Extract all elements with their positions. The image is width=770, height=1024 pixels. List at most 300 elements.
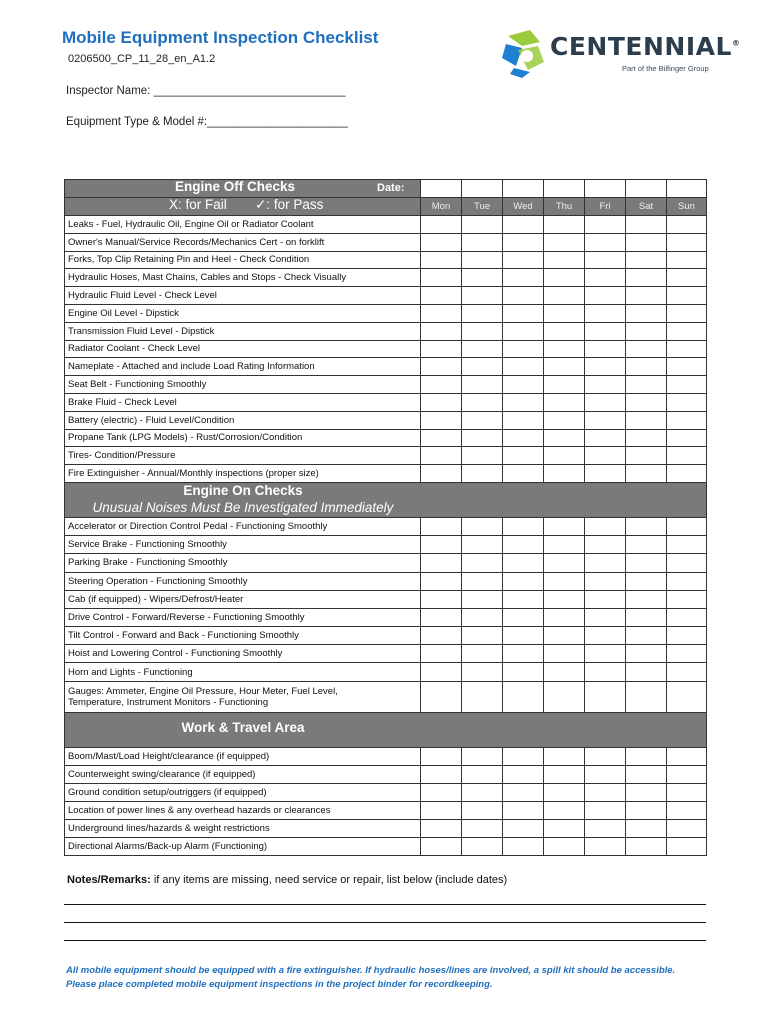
- check-cell[interactable]: [421, 216, 462, 234]
- check-cell[interactable]: [626, 765, 667, 783]
- day-header: Tue: [462, 198, 503, 216]
- check-cell[interactable]: [626, 411, 667, 429]
- check-cell[interactable]: [503, 783, 544, 801]
- check-cell[interactable]: [585, 233, 626, 251]
- check-cell[interactable]: [667, 819, 707, 837]
- check-cell[interactable]: [544, 216, 585, 234]
- table-row: [65, 251, 707, 269]
- check-cell[interactable]: [421, 340, 462, 358]
- check-cell[interactable]: [626, 376, 667, 394]
- inspector-name-field[interactable]: Inspector Name: ______________________________: [66, 85, 346, 97]
- check-cell[interactable]: [626, 837, 667, 855]
- check-cell[interactable]: [462, 216, 503, 234]
- check-cell[interactable]: [421, 627, 462, 645]
- check-cell[interactable]: [462, 572, 503, 590]
- check-cell[interactable]: [626, 681, 667, 712]
- check-cell[interactable]: [421, 358, 462, 376]
- check-cell[interactable]: [626, 465, 667, 483]
- check-cell[interactable]: [667, 747, 707, 765]
- check-cell[interactable]: [421, 287, 462, 305]
- day-header: Thu: [544, 198, 585, 216]
- check-item-label: Forks, Top Clip Retaining Pin and Heel - Check Condition: [65, 251, 421, 269]
- check-cell[interactable]: [585, 269, 626, 287]
- check-cell[interactable]: [544, 340, 585, 358]
- table-row: [65, 536, 707, 554]
- check-cell[interactable]: [544, 783, 585, 801]
- check-cell[interactable]: [585, 251, 626, 269]
- check-cell[interactable]: [667, 393, 707, 411]
- day-header: Sun: [667, 198, 707, 216]
- check-item-label: Counterweight swing/clearance (if equipped): [65, 765, 421, 783]
- check-cell[interactable]: [585, 801, 626, 819]
- check-cell[interactable]: [626, 180, 667, 198]
- notes-remarks: Notes/Remarks: if any items are missing, need service or repair, list below (include dates): [67, 874, 508, 886]
- equipment-type-field[interactable]: Equipment Type & Model #:______________________: [66, 116, 348, 128]
- check-cell[interactable]: [667, 269, 707, 287]
- check-cell[interactable]: [667, 801, 707, 819]
- table-row: [65, 304, 707, 322]
- check-cell[interactable]: [544, 429, 585, 447]
- check-item-label: Hydraulic Fluid Level - Check Level: [65, 287, 421, 305]
- check-cell[interactable]: [503, 393, 544, 411]
- check-cell[interactable]: [462, 287, 503, 305]
- check-cell[interactable]: [585, 358, 626, 376]
- check-cell[interactable]: [421, 554, 462, 572]
- check-cell[interactable]: [503, 590, 544, 608]
- table-row: [65, 681, 707, 712]
- check-cell[interactable]: [503, 251, 544, 269]
- check-cell[interactable]: [544, 233, 585, 251]
- check-cell[interactable]: [667, 572, 707, 590]
- check-item-label: Battery (electric) - Fluid Level/Condition: [65, 411, 421, 429]
- day-header: Wed: [503, 198, 544, 216]
- check-cell[interactable]: [626, 554, 667, 572]
- check-cell[interactable]: [544, 287, 585, 305]
- check-cell[interactable]: [462, 819, 503, 837]
- check-cell[interactable]: [462, 554, 503, 572]
- check-cell[interactable]: [667, 837, 707, 855]
- check-cell[interactable]: [503, 681, 544, 712]
- check-cell[interactable]: [667, 216, 707, 234]
- check-cell[interactable]: [421, 269, 462, 287]
- check-cell[interactable]: [462, 837, 503, 855]
- check-cell[interactable]: [585, 180, 626, 198]
- table-row: [65, 376, 707, 394]
- check-cell[interactable]: [421, 837, 462, 855]
- table-row: [65, 608, 707, 626]
- check-cell[interactable]: [667, 180, 707, 198]
- check-cell[interactable]: [503, 645, 544, 663]
- check-item-label: Owner's Manual/Service Records/Mechanics Cert - on forklift: [65, 233, 421, 251]
- check-cell[interactable]: [503, 287, 544, 305]
- table-row: [65, 663, 707, 681]
- check-cell[interactable]: [626, 572, 667, 590]
- check-cell[interactable]: [462, 608, 503, 626]
- table-row: [65, 517, 707, 535]
- check-item-label: Location of power lines & any overhead hazards or clearances: [65, 801, 421, 819]
- check-cell[interactable]: [667, 554, 707, 572]
- check-cell[interactable]: [667, 340, 707, 358]
- check-cell[interactable]: [503, 517, 544, 535]
- check-item-label: Underground lines/hazards & weight restrictions: [65, 819, 421, 837]
- legend-cell: [65, 198, 421, 216]
- check-cell[interactable]: [667, 590, 707, 608]
- check-cell[interactable]: [585, 517, 626, 535]
- check-cell[interactable]: [462, 411, 503, 429]
- check-cell[interactable]: [626, 517, 667, 535]
- check-cell[interactable]: [667, 376, 707, 394]
- check-cell[interactable]: [421, 747, 462, 765]
- check-cell[interactable]: [503, 765, 544, 783]
- check-cell[interactable]: [462, 645, 503, 663]
- check-cell[interactable]: [462, 322, 503, 340]
- check-cell[interactable]: [421, 304, 462, 322]
- table-row: [65, 411, 707, 429]
- check-cell[interactable]: [667, 429, 707, 447]
- check-cell[interactable]: [421, 180, 462, 198]
- check-cell[interactable]: [421, 572, 462, 590]
- check-cell[interactable]: [503, 269, 544, 287]
- check-cell[interactable]: [544, 465, 585, 483]
- table-row: [65, 465, 707, 483]
- check-cell[interactable]: [503, 819, 544, 837]
- check-cell[interactable]: [544, 393, 585, 411]
- check-cell[interactable]: [585, 216, 626, 234]
- check-cell[interactable]: [462, 429, 503, 447]
- check-cell[interactable]: [585, 411, 626, 429]
- legend-pass: ✓: for Pass: [255, 197, 324, 212]
- table-row: [65, 322, 707, 340]
- check-cell[interactable]: [544, 322, 585, 340]
- check-cell[interactable]: [503, 429, 544, 447]
- check-cell[interactable]: [585, 304, 626, 322]
- check-cell[interactable]: [421, 819, 462, 837]
- check-cell[interactable]: [626, 536, 667, 554]
- check-cell[interactable]: [421, 429, 462, 447]
- table-row: [65, 627, 707, 645]
- check-item-label: Fire Extinguisher - Annual/Monthly inspections (proper size): [65, 465, 421, 483]
- check-cell[interactable]: [667, 627, 707, 645]
- check-cell[interactable]: [585, 287, 626, 305]
- check-item-label: Transmission Fluid Level - Dipstick: [65, 322, 421, 340]
- check-cell[interactable]: [544, 180, 585, 198]
- check-cell[interactable]: [667, 608, 707, 626]
- check-cell[interactable]: [421, 681, 462, 712]
- check-cell[interactable]: [462, 304, 503, 322]
- check-item-label: Directional Alarms/Back-up Alarm (Functioning): [65, 837, 421, 855]
- check-cell[interactable]: [503, 216, 544, 234]
- day-header: Fri: [585, 198, 626, 216]
- check-cell[interactable]: [544, 663, 585, 681]
- check-cell[interactable]: [503, 663, 544, 681]
- check-cell[interactable]: [503, 801, 544, 819]
- check-cell[interactable]: [626, 663, 667, 681]
- table-row: [65, 783, 707, 801]
- check-cell[interactable]: [544, 590, 585, 608]
- check-item-label: Service Brake - Functioning Smoothly: [65, 536, 421, 554]
- check-cell[interactable]: [462, 765, 503, 783]
- check-cell[interactable]: [585, 747, 626, 765]
- check-cell[interactable]: [544, 837, 585, 855]
- check-cell[interactable]: [667, 536, 707, 554]
- check-cell[interactable]: [544, 411, 585, 429]
- check-cell[interactable]: [585, 783, 626, 801]
- check-cell[interactable]: [503, 447, 544, 465]
- check-cell[interactable]: [421, 411, 462, 429]
- check-cell[interactable]: [585, 572, 626, 590]
- check-cell[interactable]: [667, 447, 707, 465]
- check-cell[interactable]: [626, 287, 667, 305]
- check-cell[interactable]: [544, 536, 585, 554]
- check-cell[interactable]: [585, 340, 626, 358]
- table-row: [65, 590, 707, 608]
- check-cell[interactable]: [585, 554, 626, 572]
- check-cell[interactable]: [421, 801, 462, 819]
- check-cell[interactable]: [421, 251, 462, 269]
- check-item-label: Accelerator or Direction Control Pedal - Functioning Smoothly: [65, 517, 421, 535]
- check-cell[interactable]: [585, 447, 626, 465]
- check-cell[interactable]: [462, 783, 503, 801]
- engine-on-title: Engine On Checks: [183, 482, 303, 498]
- check-cell[interactable]: [462, 251, 503, 269]
- check-cell[interactable]: [626, 627, 667, 645]
- check-item-label: Horn and Lights - Functioning: [65, 663, 421, 681]
- check-cell[interactable]: [503, 572, 544, 590]
- check-cell[interactable]: [667, 233, 707, 251]
- check-cell[interactable]: [462, 465, 503, 483]
- check-cell[interactable]: [585, 663, 626, 681]
- check-item-label: Parking Brake - Functioning Smoothly: [65, 554, 421, 572]
- logo-wordmark: CENTENNIAL®: [550, 32, 741, 61]
- page-title: Mobile Equipment Inspection Checklist: [62, 28, 379, 47]
- check-cell[interactable]: [503, 180, 544, 198]
- check-cell[interactable]: [667, 663, 707, 681]
- check-item-label: Tires- Condition/Pressure: [65, 447, 421, 465]
- check-cell[interactable]: [626, 819, 667, 837]
- check-cell[interactable]: [626, 393, 667, 411]
- check-cell[interactable]: [503, 837, 544, 855]
- check-cell[interactable]: [667, 765, 707, 783]
- check-cell[interactable]: [421, 590, 462, 608]
- check-cell[interactable]: [626, 233, 667, 251]
- check-cell[interactable]: [503, 376, 544, 394]
- check-cell[interactable]: [544, 819, 585, 837]
- check-cell[interactable]: [626, 801, 667, 819]
- check-item-label: Ground condition setup/outriggers (if equipped): [65, 783, 421, 801]
- check-item-label: Gauges: Ammeter, Engine Oil Pressure, Hour Meter, Fuel Level, Temperature, Instrument Monitors - Functioning: [65, 681, 421, 712]
- check-cell[interactable]: [544, 554, 585, 572]
- check-cell[interactable]: [544, 747, 585, 765]
- check-item-label: Drive Control - Forward/Reverse - Functioning Smoothly: [65, 608, 421, 626]
- check-cell[interactable]: [544, 358, 585, 376]
- check-cell[interactable]: [626, 340, 667, 358]
- check-cell[interactable]: [667, 645, 707, 663]
- check-item-label: Brake Fluid - Check Level: [65, 393, 421, 411]
- check-cell[interactable]: [544, 608, 585, 626]
- check-cell[interactable]: [626, 304, 667, 322]
- check-cell[interactable]: [626, 447, 667, 465]
- check-item-label: Engine Oil Level - Dipstick: [65, 304, 421, 322]
- check-item-label: Seat Belt - Functioning Smoothly: [65, 376, 421, 394]
- check-cell[interactable]: [462, 393, 503, 411]
- legend-fail: X: for Fail: [169, 197, 227, 212]
- check-cell[interactable]: [421, 517, 462, 535]
- check-cell[interactable]: [585, 627, 626, 645]
- check-cell[interactable]: [421, 322, 462, 340]
- check-cell[interactable]: [503, 358, 544, 376]
- check-cell[interactable]: [585, 465, 626, 483]
- check-cell[interactable]: [585, 376, 626, 394]
- check-item-label: Leaks - Fuel, Hydraulic Oil, Engine Oil or Radiator Coolant: [65, 216, 421, 234]
- check-cell[interactable]: [503, 340, 544, 358]
- check-cell[interactable]: [585, 536, 626, 554]
- check-cell[interactable]: [462, 233, 503, 251]
- check-cell[interactable]: [421, 765, 462, 783]
- legend-row: [65, 198, 707, 216]
- check-cell[interactable]: [503, 411, 544, 429]
- check-cell[interactable]: [462, 180, 503, 198]
- check-cell[interactable]: [421, 376, 462, 394]
- engine-off-title: Engine Off Checks: [175, 179, 296, 194]
- check-cell[interactable]: [421, 536, 462, 554]
- check-cell[interactable]: [503, 304, 544, 322]
- work-travel-title: Work & Travel Area: [181, 719, 305, 735]
- check-cell[interactable]: [585, 322, 626, 340]
- check-cell[interactable]: [544, 765, 585, 783]
- check-cell[interactable]: [626, 608, 667, 626]
- check-cell[interactable]: [585, 590, 626, 608]
- check-cell[interactable]: [667, 681, 707, 712]
- table-row: [65, 340, 707, 358]
- check-cell[interactable]: [462, 269, 503, 287]
- check-cell[interactable]: [421, 465, 462, 483]
- engine-off-header: [65, 180, 707, 198]
- check-cell[interactable]: [585, 429, 626, 447]
- check-cell[interactable]: [462, 340, 503, 358]
- check-cell[interactable]: [544, 572, 585, 590]
- check-cell[interactable]: [667, 411, 707, 429]
- work-travel-header: [65, 712, 707, 747]
- check-cell[interactable]: [667, 783, 707, 801]
- engine-on-header: [65, 482, 707, 517]
- check-cell[interactable]: [585, 681, 626, 712]
- check-cell[interactable]: [544, 269, 585, 287]
- check-cell[interactable]: [462, 681, 503, 712]
- check-cell[interactable]: [667, 251, 707, 269]
- check-cell[interactable]: [544, 517, 585, 535]
- check-cell[interactable]: [585, 645, 626, 663]
- check-item-label: Cab (if equipped) - Wipers/Defrost/Heater: [65, 590, 421, 608]
- check-cell[interactable]: [421, 233, 462, 251]
- check-cell[interactable]: [544, 645, 585, 663]
- check-cell[interactable]: [503, 233, 544, 251]
- check-cell[interactable]: [544, 447, 585, 465]
- check-cell[interactable]: [544, 627, 585, 645]
- check-cell[interactable]: [462, 536, 503, 554]
- check-cell[interactable]: [462, 747, 503, 765]
- check-cell[interactable]: [462, 627, 503, 645]
- check-cell[interactable]: [462, 663, 503, 681]
- check-cell[interactable]: [626, 216, 667, 234]
- check-cell[interactable]: [585, 393, 626, 411]
- notes-line[interactable]: [64, 922, 706, 923]
- check-cell[interactable]: [585, 765, 626, 783]
- check-cell[interactable]: [667, 465, 707, 483]
- check-cell[interactable]: [585, 819, 626, 837]
- check-cell[interactable]: [544, 376, 585, 394]
- check-cell[interactable]: [667, 287, 707, 305]
- check-cell[interactable]: [503, 747, 544, 765]
- check-cell[interactable]: [462, 447, 503, 465]
- check-cell[interactable]: [585, 837, 626, 855]
- check-cell[interactable]: [626, 645, 667, 663]
- check-cell[interactable]: [421, 447, 462, 465]
- check-item-label: Nameplate - Attached and include Load Rating Information: [65, 358, 421, 376]
- check-cell[interactable]: [421, 783, 462, 801]
- table-row: [65, 801, 707, 819]
- check-cell[interactable]: [421, 608, 462, 626]
- check-item-label: Hydraulic Hoses, Mast Chains, Cables and Stops - Check Visually: [65, 269, 421, 287]
- check-cell[interactable]: [626, 783, 667, 801]
- notes-line[interactable]: [64, 940, 706, 941]
- check-cell[interactable]: [544, 681, 585, 712]
- check-cell[interactable]: [421, 393, 462, 411]
- check-cell[interactable]: [462, 590, 503, 608]
- table-row: [65, 572, 707, 590]
- check-cell[interactable]: [626, 429, 667, 447]
- check-cell[interactable]: [626, 747, 667, 765]
- table-row: [65, 287, 707, 305]
- check-cell[interactable]: [626, 358, 667, 376]
- check-cell[interactable]: [626, 269, 667, 287]
- check-cell[interactable]: [544, 251, 585, 269]
- day-header: Mon: [421, 198, 462, 216]
- check-cell[interactable]: [421, 663, 462, 681]
- check-cell[interactable]: [503, 554, 544, 572]
- check-cell[interactable]: [667, 304, 707, 322]
- notes-line[interactable]: [64, 904, 706, 905]
- table-row: [65, 765, 707, 783]
- table-row: [65, 837, 707, 855]
- check-cell[interactable]: [585, 608, 626, 626]
- check-cell[interactable]: [462, 376, 503, 394]
- check-cell[interactable]: [544, 801, 585, 819]
- check-item-label: Propane Tank (LPG Models) - Rust/Corrosion/Condition: [65, 429, 421, 447]
- check-cell[interactable]: [626, 590, 667, 608]
- check-cell[interactable]: [421, 645, 462, 663]
- check-cell[interactable]: [667, 517, 707, 535]
- check-cell[interactable]: [462, 517, 503, 535]
- engine-on-subtitle: Unusual Noises Must Be Investigated Immediately: [92, 499, 394, 515]
- check-item-label: Hoist and Lowering Control - Functioning Smoothly: [65, 645, 421, 663]
- check-item-label: Tilt Control - Forward and Back - Functioning Smoothly: [65, 627, 421, 645]
- check-cell[interactable]: [503, 536, 544, 554]
- check-cell[interactable]: [503, 322, 544, 340]
- check-cell[interactable]: [544, 304, 585, 322]
- check-cell[interactable]: [462, 801, 503, 819]
- check-cell[interactable]: [626, 251, 667, 269]
- check-cell[interactable]: [667, 322, 707, 340]
- check-cell[interactable]: [503, 465, 544, 483]
- check-cell[interactable]: [503, 608, 544, 626]
- inspection-table: [64, 179, 707, 856]
- table-row: [65, 269, 707, 287]
- check-cell[interactable]: [462, 358, 503, 376]
- check-cell[interactable]: [626, 322, 667, 340]
- check-cell[interactable]: [503, 627, 544, 645]
- centennial-logo: [500, 26, 741, 78]
- check-cell[interactable]: [667, 358, 707, 376]
